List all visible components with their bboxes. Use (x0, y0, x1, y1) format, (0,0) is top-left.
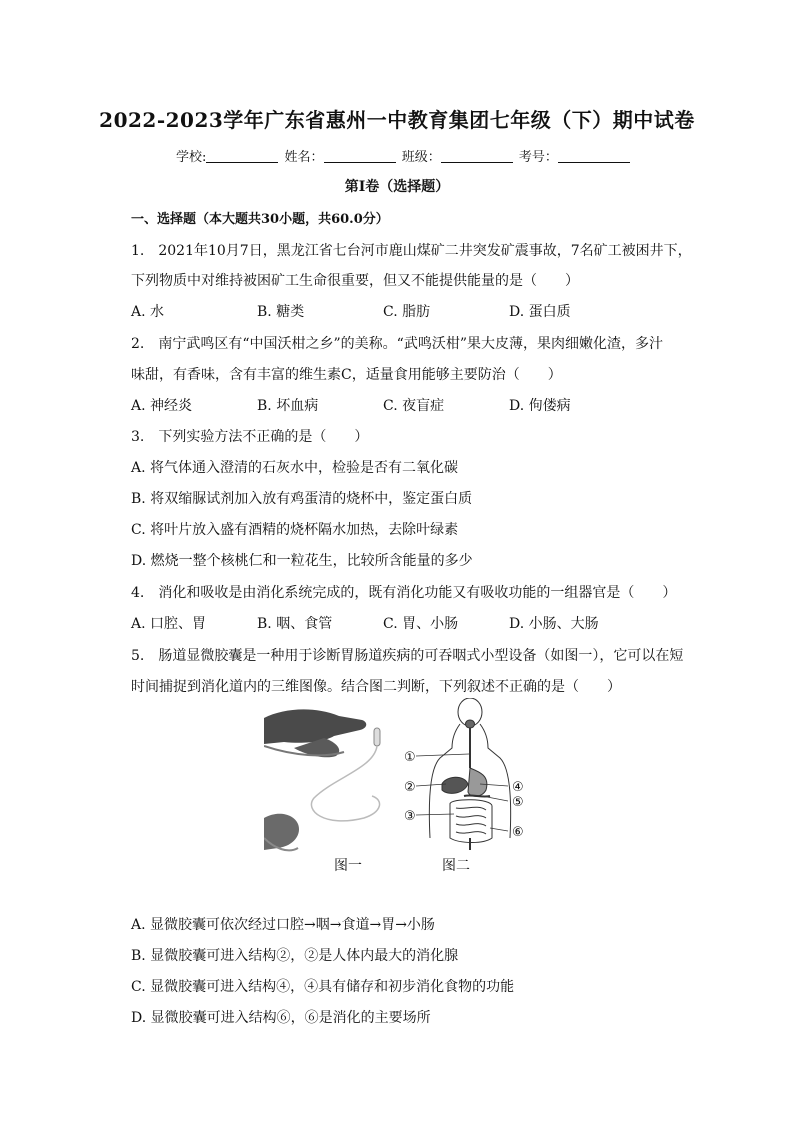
question-5-option-b[interactable]: B. 显微胶囊可进入结构②，②是人体内最大的消化腺 (131, 948, 459, 964)
option-a[interactable]: A. 水 (131, 304, 165, 320)
option-a[interactable]: A. 口腔、胃 (131, 616, 207, 632)
question-3-option-c[interactable]: C. 将叶片放入盛有酒精的烧杯隔水加热，去除叶绿素 (131, 522, 459, 538)
school-label: 学校: (176, 150, 207, 165)
question-3-line-1: 3. 下列实验方法不正确的是（ ） (131, 429, 369, 445)
label-4: ④ (512, 780, 524, 795)
option-d[interactable]: D. 蛋白质 (509, 304, 571, 320)
question-5-figure (264, 698, 534, 880)
student-info-row (176, 146, 632, 165)
label-6: ⑥ (512, 825, 524, 840)
option-c[interactable]: C. 胃、小肠 (383, 616, 459, 632)
digestive-system-diagram (429, 698, 510, 850)
exam-no-label: 考号： (518, 150, 558, 165)
question-1-line-2: 下列物质中对维持被困矿工生命很重要，但又不能提供能量的是（ ） (131, 273, 579, 289)
question-5-option-c[interactable]: C. 显微胶囊可进入结构④，④具有储存和初步消化食物的功能 (131, 979, 515, 995)
question-5-option-d[interactable]: D. 显微胶囊可进入结构⑥，⑥是消化的主要场所 (131, 1010, 431, 1026)
section-heading: 一、选择题（本大题共30小题，共60.0分） (131, 212, 389, 227)
class-label: 班级： (401, 150, 441, 165)
question-3-option-b[interactable]: B. 将双缩脲试剂加入放有鸡蛋清的烧杯中，鉴定蛋白质 (131, 491, 473, 507)
exam-no-blank[interactable] (558, 149, 630, 163)
school-blank[interactable] (206, 149, 278, 163)
name-label: 姓名： (284, 150, 324, 165)
question-2-line-2: 味甜，有香味，含有丰富的维生素C，适量食用能够主要防治（ ） (131, 367, 562, 383)
name-blank[interactable] (324, 149, 396, 163)
label-3: ③ (404, 809, 416, 824)
question-1-line-1: 1. 2021年10月7日，黑龙江省七台河市鹿山煤矿二井突发矿震事故，7名矿工被困井下， (131, 243, 692, 259)
question-4-line-1: 4. 消化和吸收是由消化系统完成的，既有消化功能又有吸收功能的一组器官是（ ） (131, 585, 677, 601)
question-5-option-a[interactable]: A. 显微胶囊可依次经过口腔→咽→食道→胃→小肠 (131, 917, 435, 933)
option-d[interactable]: D. 小肠、大肠 (509, 616, 599, 632)
question-5-line-2: 时间捕捉到消化道内的三维图像。结合图二判断，下列叙述不正确的是（ ） (131, 679, 621, 695)
capsule-hand-photo (264, 709, 380, 850)
question-4-options (131, 613, 635, 633)
question-1-options (131, 301, 635, 321)
figure-2-caption: 图二 (442, 858, 470, 874)
option-c[interactable]: C. 夜盲症 (383, 398, 445, 414)
question-5-line-1: 5. 肠道显微胶囊是一种用于诊断胃肠道疾病的可吞咽式小型设备（如图一），它可以在短 (131, 648, 684, 664)
label-1: ① (404, 750, 416, 765)
class-blank[interactable] (441, 149, 513, 163)
option-d[interactable]: D. 佝偻病 (509, 398, 571, 414)
option-b[interactable]: B. 坏血病 (257, 398, 319, 414)
option-c[interactable]: C. 脂肪 (383, 304, 431, 320)
label-5: ⑤ (512, 795, 524, 810)
question-2-options (131, 395, 635, 415)
question-3-option-d[interactable]: D. 燃烧一整个核桃仁和一粒花生，比较所含能量的多少 (131, 553, 473, 569)
option-b[interactable]: B. 咽、食管 (257, 616, 333, 632)
question-2-line-1: 2. 南宁武鸣区有“中国沃柑之乡”的美称。“武鸣沃柑”果大皮薄，果肉细嫩化渣，多汁 (131, 336, 663, 352)
part-heading: 第I卷（选择题） (344, 179, 450, 195)
figure-svg (264, 698, 534, 880)
label-2: ② (404, 780, 416, 795)
option-b[interactable]: B. 糖类 (257, 304, 305, 320)
page-title: 2022-2023学年广东省惠州一中教育集团七年级（下）期中试卷 (99, 108, 695, 132)
figure-1-caption: 图一 (334, 858, 362, 874)
option-a[interactable]: A. 神经炎 (131, 398, 193, 414)
question-3-option-a[interactable]: A. 将气体通入澄清的石灰水中，检验是否有二氧化碳 (131, 460, 459, 476)
